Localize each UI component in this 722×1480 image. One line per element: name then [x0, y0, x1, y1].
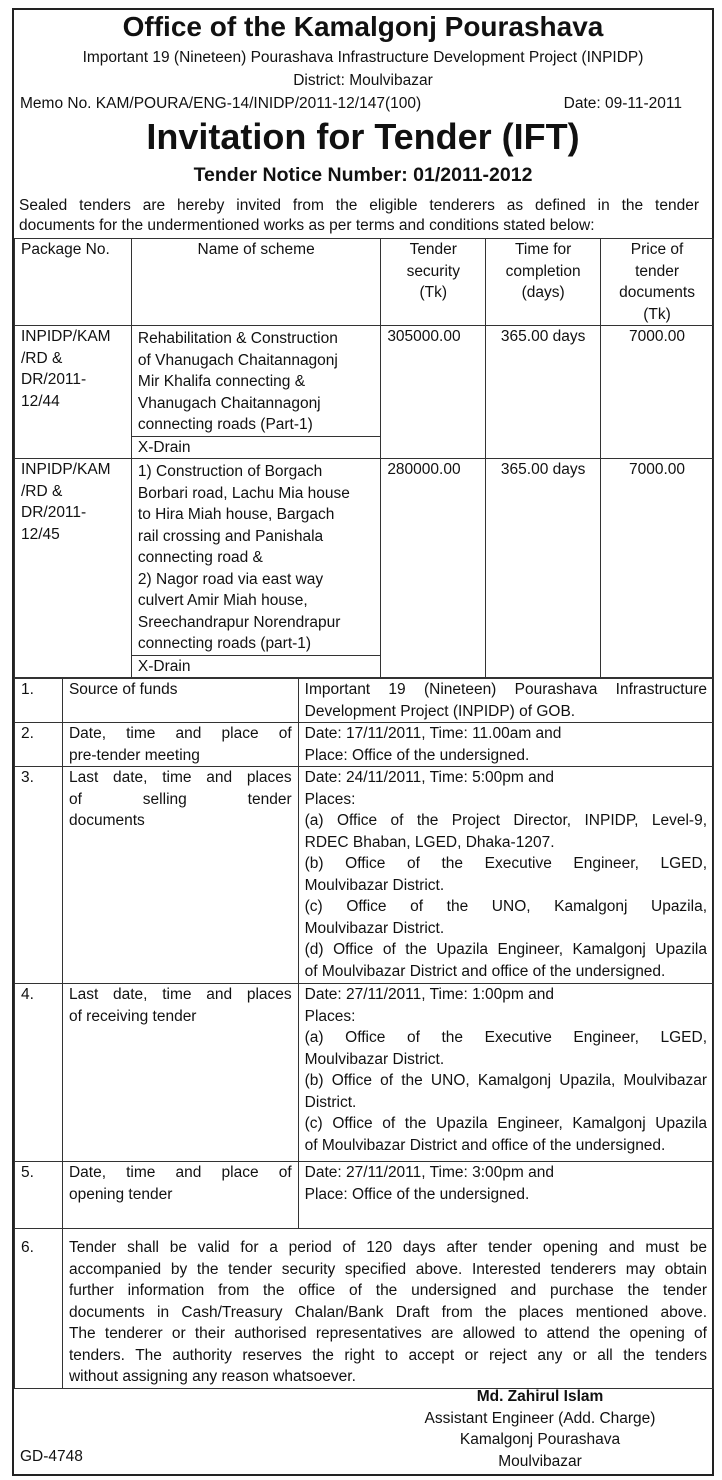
- header-line: (Tk): [419, 284, 448, 301]
- info-table: [14, 678, 714, 1389]
- info-label: [62, 723, 298, 767]
- header-line: documents: [619, 284, 695, 301]
- header-line: completion: [505, 262, 581, 280]
- value-line: Date: 27/11/2011, Time: 3:00pm and: [304, 1164, 554, 1181]
- info-row: [15, 1229, 714, 1389]
- scheme-line: Rehabilitation & Construction: [137, 330, 338, 347]
- info-number: 3.: [15, 767, 63, 984]
- tender-security: 305000.00: [381, 326, 486, 459]
- label-line: opening tender: [68, 1185, 173, 1203]
- header-line: Price of: [630, 241, 684, 258]
- label-line: Source of funds: [68, 681, 178, 698]
- info-row: [15, 679, 714, 723]
- scheme-line: connecting road &: [137, 549, 263, 566]
- memo-date: Date: 09-11-2011: [563, 95, 682, 112]
- value-line: (a) Office of the Project Director, INPIDP, Level-9,: [304, 812, 707, 829]
- clause-line: accompanied by the tender security specified above. Interested tenderers may obtain: [68, 1260, 707, 1278]
- value-line: (b) Office of the UNO, Kamalgonj Upazila, Moulvibazar: [304, 1072, 707, 1089]
- scheme-line: culvert Amir Miah house,: [137, 592, 308, 609]
- package-table-header: [15, 239, 714, 326]
- label-line: documents: [68, 812, 145, 829]
- signatory-designation: Assistant Engineer (Add. Charge): [424, 1409, 656, 1427]
- office-title: Office of the Kamalgonj Pourashava: [122, 11, 604, 42]
- info-number: 6.: [15, 1229, 63, 1389]
- info-value: [298, 767, 713, 984]
- scheme-line: Sreechandrapur Norendrapur: [137, 613, 341, 631]
- info-value: [298, 1162, 713, 1229]
- info-number: 1.: [15, 679, 63, 723]
- intro-line: documents for the undermentioned works as per terms and conditions stated below:: [19, 217, 595, 234]
- info-number: 2.: [15, 723, 63, 767]
- value-line: of Moulvibazar District and office of the undersigned.: [304, 962, 666, 980]
- info-row: [15, 1162, 714, 1229]
- label-line: Last date, time and places: [68, 769, 292, 786]
- value-line: (b) Office of the Executive Engineer, LGED,: [304, 855, 707, 872]
- package-line: DR/2011-: [21, 371, 87, 388]
- memo-number: Memo No. KAM/POURA/ENG-14/INIDP/2011-12/147(100): [20, 95, 422, 112]
- scheme-sub-item: X-Drain: [132, 655, 380, 678]
- info-value: [298, 679, 713, 723]
- scheme-line: rail crossing and Panishala: [137, 527, 324, 545]
- package-table: [14, 238, 714, 678]
- scheme-line: 1) Construction of Borgach: [137, 463, 323, 480]
- value-line: Date: 17/11/2011, Time: 11.00am and: [304, 725, 562, 742]
- value-line: Date: 24/11/2011, Time: 5:00pm and: [304, 769, 554, 786]
- clause-line: The tenderer or their authorised representatives are allowed to attend the opening of: [68, 1325, 707, 1342]
- package-line: INPIDP/KAM: [21, 461, 111, 478]
- info-row: [15, 984, 714, 1162]
- info-label: [62, 1162, 298, 1229]
- header-package: Package No.: [15, 239, 132, 326]
- tender-security: 280000.00: [381, 459, 486, 678]
- gd-number: GD-4748: [20, 1448, 83, 1465]
- value-line: Development Project (INPIDP) of GOB.: [304, 702, 576, 720]
- document-price: 7000.00: [601, 326, 714, 459]
- header-line: Time for: [515, 241, 572, 258]
- header-line: tender: [635, 262, 680, 280]
- header-scheme: Name of scheme: [131, 239, 380, 326]
- info-value: [298, 984, 713, 1162]
- value-line: Moulvibazar District.: [304, 1050, 445, 1068]
- package-line: INPIDP/KAM: [21, 328, 111, 345]
- clause-line: without assigning any reason whatsoever.: [68, 1368, 356, 1385]
- package-number: [15, 459, 132, 678]
- scheme-name: [131, 459, 380, 678]
- package-line: 12/44: [21, 392, 60, 410]
- tender-notice-number: Tender Notice Number: 01/2011-2012: [193, 164, 533, 186]
- district: District: Moulvibazar: [293, 72, 433, 89]
- package-line: DR/2011-: [21, 504, 87, 521]
- value-line: RDEC Bhaban, LGED, Dhaka-1207.: [304, 833, 555, 851]
- value-line: (a) Office of the Executive Engineer, LGED,: [304, 1029, 707, 1046]
- info-row: [15, 767, 714, 984]
- clause-line: documents in Cash/Treasury Chalan/Bank Draft from the places mentioned above.: [68, 1303, 707, 1321]
- package-line: /RD &: [21, 482, 63, 500]
- signature-block: [390, 1386, 690, 1472]
- scheme-line: Mir Khalifa connecting &: [137, 373, 306, 390]
- label-line: pre-tender meeting: [68, 746, 200, 764]
- value-line: Place: Office of the undersigned.: [304, 1185, 530, 1203]
- value-line: of Moulvibazar District and office of the undersigned.: [304, 1136, 666, 1154]
- value-line: (c) Office of the Upazila Engineer, Kamalgonj Upazila: [304, 1115, 707, 1132]
- document-title: Invitation for Tender (IFT): [146, 116, 580, 157]
- scheme-sub-item: X-Drain: [132, 436, 380, 459]
- label-line: Date, time and place of: [68, 1164, 292, 1181]
- scheme-line: 2) Nagor road via east way: [137, 570, 324, 588]
- value-line: Moulvibazar District.: [304, 919, 445, 937]
- label-line: of receiving tender: [68, 1007, 197, 1025]
- value-line: District.: [304, 1093, 357, 1111]
- header-line: security: [406, 262, 460, 280]
- document-price: 7000.00: [601, 459, 714, 678]
- value-line: Places:: [304, 790, 356, 808]
- scheme-line: connecting roads (part-1): [137, 635, 312, 652]
- signatory-name: Md. Zahirul Islam: [476, 1388, 604, 1405]
- completion-time: 365.00 days: [486, 326, 601, 459]
- scheme-line: of Vhanugach Chaitannagonj: [137, 351, 338, 369]
- label-line: Date, time and place of: [68, 725, 292, 742]
- info-row: [15, 723, 714, 767]
- info-number: 5.: [15, 1162, 63, 1229]
- header-security: [381, 239, 486, 326]
- clause-line: Tender shall be valid for a period of 120 days after tender opening and must be: [68, 1239, 707, 1256]
- value-line: (d) Office of the Upazila Engineer, Kamalgonj Upazila: [304, 941, 707, 958]
- clause-text: [62, 1229, 713, 1389]
- clause-line: tenders. The authority reserves the right to accept or reject any or all the tenders: [68, 1346, 707, 1364]
- info-label: [62, 984, 298, 1162]
- signatory-place: Moulvibazar: [498, 1452, 582, 1470]
- label-line: of selling tender: [68, 790, 292, 808]
- value-line: Places:: [304, 1007, 356, 1025]
- info-value: [298, 723, 713, 767]
- value-line: Important 19 (Nineteen) Pourashava Infrastructure: [304, 681, 707, 698]
- memo-line: [20, 93, 682, 115]
- clause-line: further information from the office of the undersigned and purchase the tender: [68, 1282, 707, 1299]
- value-line: Moulvibazar District.: [304, 876, 445, 894]
- info-number: 4.: [15, 984, 63, 1162]
- scheme-line: Borbari road, Lachu Mia house: [137, 484, 350, 502]
- package-row: [15, 459, 714, 678]
- completion-time: 365.00 days: [486, 459, 601, 678]
- package-row: [15, 326, 714, 459]
- info-label: [62, 767, 298, 984]
- scheme-line: connecting roads (Part-1): [137, 416, 313, 433]
- header-line: Tender: [409, 241, 457, 258]
- scheme-line: Vhanugach Chaitannagonj: [137, 394, 321, 412]
- signatory-org: Kamalgonj Pourashava: [459, 1431, 621, 1448]
- package-line: /RD &: [21, 349, 63, 367]
- project-name: Important 19 (Nineteen) Pourashava Infrastructure Development Project (INPIDP): [82, 49, 644, 66]
- value-line: Place: Office of the undersigned.: [304, 746, 530, 764]
- package-line: 12/45: [21, 525, 60, 543]
- header-line: (Tk): [643, 305, 671, 323]
- label-line: Last date, time and places: [68, 986, 292, 1003]
- value-line: Date: 27/11/2011, Time: 1:00pm and: [304, 986, 554, 1003]
- intro-paragraph: [19, 196, 699, 236]
- scheme-name: [131, 326, 380, 459]
- intro-line: Sealed tenders are hereby invited from the eligible tenderers as defined in the tender: [19, 197, 699, 214]
- header-completion: [486, 239, 601, 326]
- header-line: (days): [521, 284, 565, 301]
- scheme-line: to Hira Miah house, Bargach: [137, 506, 335, 523]
- header-price: [601, 239, 714, 326]
- info-label: [62, 679, 298, 723]
- package-number: [15, 326, 132, 459]
- value-line: (c) Office of the UNO, Kamalgonj Upazila,: [304, 898, 707, 915]
